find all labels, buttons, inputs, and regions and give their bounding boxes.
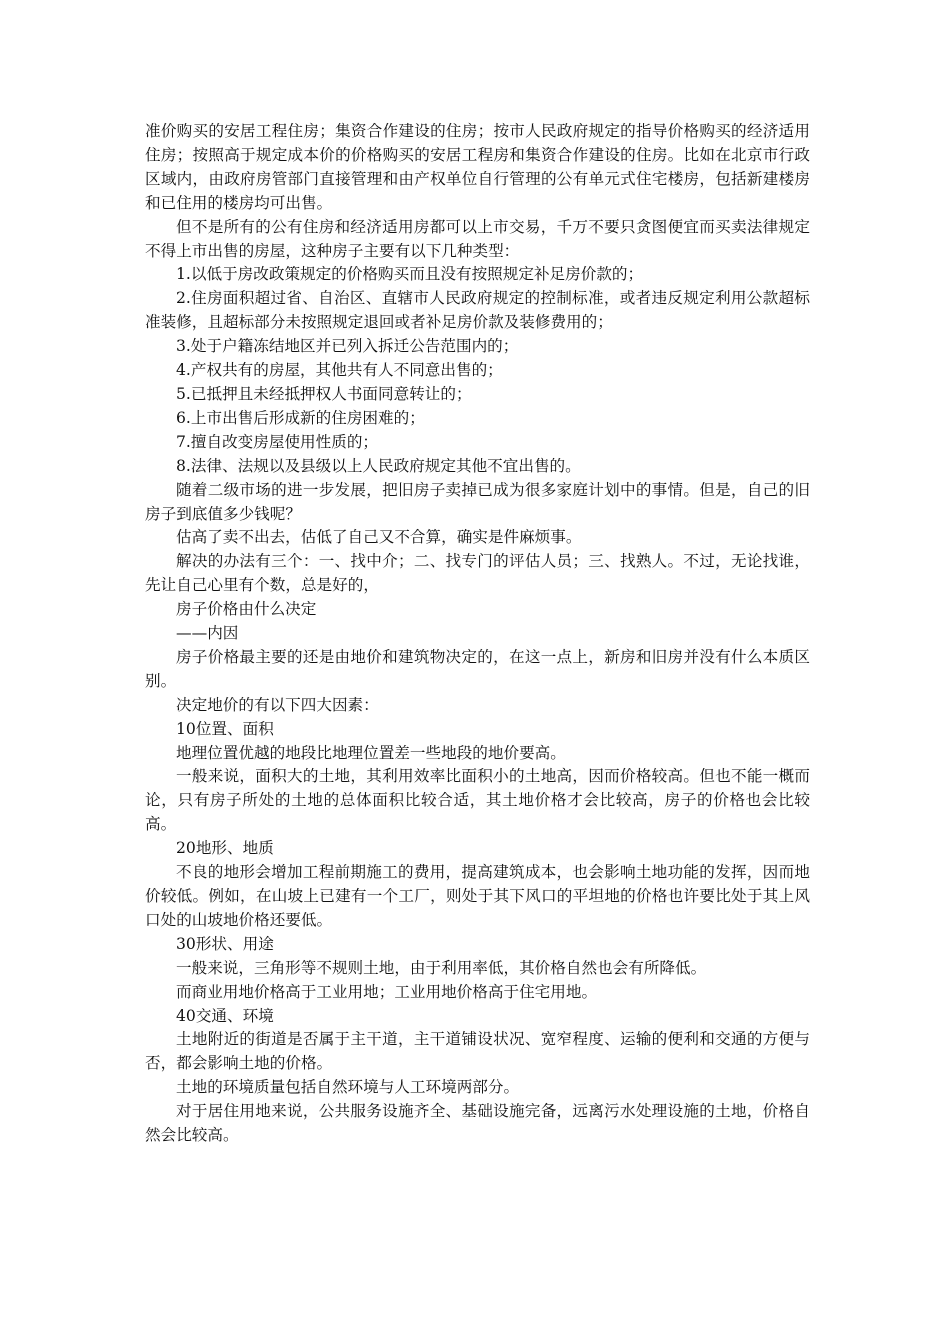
paragraph: 10位置、面积: [176, 719, 274, 738]
paragraph: 房子价格最主要的还是由地价和建筑物决定的，在这一点上，新房和旧房并没有什么本质区别。: [145, 647, 810, 690]
paragraph: 估高了卖不出去，估低了自己又不合算，确实是件麻烦事。: [176, 528, 582, 547]
paragraph: 不良的地形会增加工程前期施工的费用，提高建筑成本，也会影响土地功能的发挥，因而地价较低。例如，在山坡上已建有一个工厂，则处于其下风口的平坦地的价格也许要比处于其上风口处的山坡地价格还要低。: [145, 863, 810, 929]
paragraph: 20地形、地质: [176, 839, 274, 858]
paragraph: 3.处于户籍冻结地区并已列入拆迁公告范围内的；: [176, 337, 519, 356]
paragraph: 1.以低于房改政策规定的价格购买而且没有按照规定补足房价款的；: [176, 265, 644, 284]
paragraph: 40交通、环境: [176, 1006, 274, 1025]
paragraph: 一般来说，面积大的土地，其利用效率比面积小的土地高，因而价格较高。但也不能一概而论，只有房子所处的土地的总体面积比较合适，其土地价格才会比较高，房子的价格也会比较高。: [145, 767, 810, 834]
paragraph: 而商业用地价格高于工业用地；工业用地价格高于住宅用地。: [176, 982, 598, 1001]
paragraph: 土地的环境质量包括自然环境与人工环境两部分。: [176, 1078, 520, 1097]
paragraph: 解决的办法有三个：一、找中介；二、找专门的评估人员；三、找熟人。不过，无论找谁，先让自己心里有个数，总是好的，: [145, 552, 810, 595]
paragraph: 4.产权共有的房屋，其他共有人不同意出售的；: [176, 361, 503, 380]
paragraph: 房子价格由什么决定: [176, 600, 317, 619]
paragraph: 准价购买的安居工程住房；集资合作建设的住房；按市人民政府规定的指导价格购买的经济适用住房；按照高于规定成本价的价格购买的安居工程房和集资合作建设的住房。比如在北京市行政区域内，由政府房管部门直接管理和由产权单位自行管理的公有单元式住宅楼房，包括新建楼房和已住用的楼房均可出售。: [145, 122, 810, 212]
paragraph: 随着二级市场的进一步发展，把旧房子卖掉已成为很多家庭计划中的事情。但是，自己的旧房子到底值多少钱呢？: [145, 480, 810, 523]
paragraph: 土地附近的街道是否属于主干道，主干道铺设状况、宽窄程度、运输的便利和交通的方便与否，都会影响土地的价格。: [145, 1030, 810, 1073]
paragraph: 一般来说，三角形等不规则土地，由于利用率低，其价格自然也会有所降低。: [176, 958, 707, 977]
paragraph: 30形状、用途: [176, 934, 274, 953]
paragraph: 8.法律、法规以及县级以上人民政府规定其他不宜出售的。: [176, 456, 581, 475]
paragraph: 对于居住用地来说，公共服务设施齐全、基础设施完备，远离污水处理设施的土地，价格自然会比较高。: [145, 1102, 810, 1145]
paragraph: 5.已抵押且未经抵押权人书面同意转让的；: [176, 384, 472, 403]
paragraph: 2.住房面积超过省、自治区、直辖市人民政府规定的控制标准，或者违反规定利用公款超标准装修，且超标部分未按照规定退回或者补足房价款及装修费用的；: [145, 289, 810, 332]
paragraph: ——内因: [176, 624, 239, 643]
paragraph: 决定地价的有以下四大因素：: [176, 695, 379, 714]
paragraph: 地理位置优越的地段比地理位置差一些地段的地价要高。: [176, 743, 566, 762]
document-body: [145, 120, 810, 1148]
paragraph: 7.擅自改变房屋使用性质的；: [176, 432, 379, 451]
paragraph: 6.上市出售后形成新的住房困难的；: [176, 408, 425, 427]
paragraph: 但不是所有的公有住房和经济适用房都可以上市交易，千万不要只贪图便宜而买卖法律规定不得上市出售的房屋，这种房子主要有以下几种类型：: [145, 217, 810, 260]
